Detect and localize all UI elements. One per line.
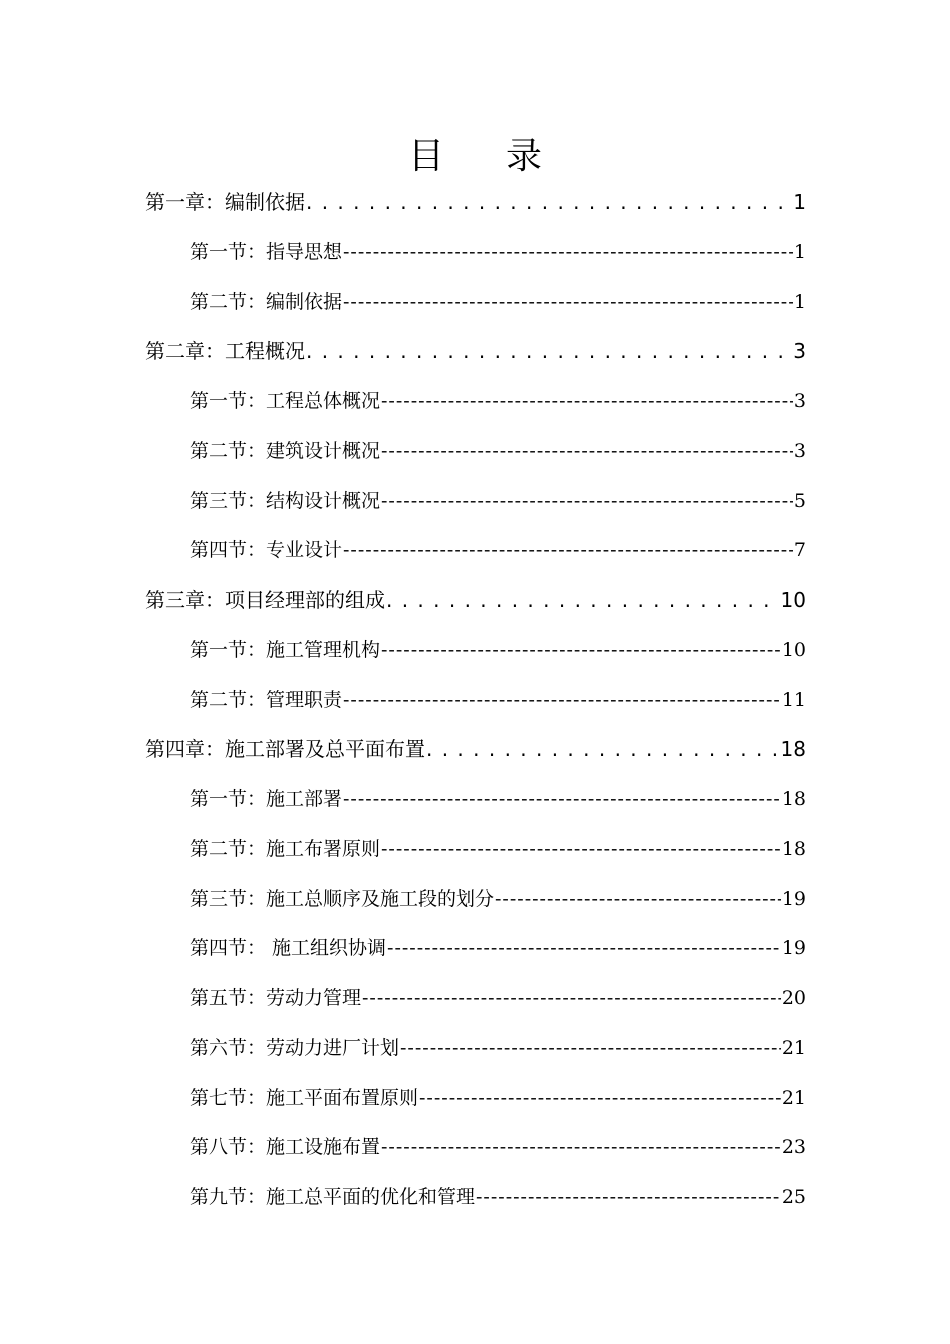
toc-chapter-entry[interactable] [145,585,806,615]
toc-page-number: 20 [781,987,806,1009]
toc-entry-label: 第二节：编制依据 [190,291,343,313]
toc-leader [343,237,793,267]
toc-page-number: 3 [793,339,806,363]
toc-page-number: 18 [780,737,806,761]
toc-leader [476,1182,781,1212]
toc-leader [381,1132,781,1162]
toc-leader [381,635,781,665]
toc-page-number: 1 [793,190,806,214]
toc-page-number: 19 [781,937,806,959]
toc-section-entry[interactable] [190,635,806,665]
toc-section-entry[interactable] [190,933,806,963]
toc-section-entry[interactable] [190,884,806,914]
toc-leader [387,933,781,963]
toc-entry-label: 第二节：管理职责 [190,689,343,711]
toc-leader [426,734,780,764]
title-char-2: 录 [506,136,543,177]
toc-entry-label: 第三节：施工总顺序及施工段的划分 [190,888,495,910]
toc-leader [381,386,793,416]
toc-entry-label: 第一节：施工管理机构 [190,639,381,661]
toc-entry-label: 第九节：施工总平面的优化和管理 [190,1186,476,1208]
toc-chapter-entry[interactable] [145,187,806,217]
toc-entry-label: 第四节： 施工组织协调 [190,937,387,959]
toc-section-entry[interactable] [190,287,806,317]
toc-page-number: 1 [793,291,806,313]
toc-entry-label: 第一章：编制依据 [145,190,305,214]
toc-page-number: 23 [781,1136,806,1158]
toc-page-number: 3 [793,440,806,462]
toc-leader [362,983,781,1013]
toc-section-entry[interactable] [190,983,806,1013]
toc-leader [419,1083,781,1113]
toc-leader [343,784,781,814]
toc-section-entry[interactable] [190,486,806,516]
toc-entry-label: 第七节：施工平面布置原则 [190,1087,419,1109]
toc-page-number: 21 [781,1037,806,1059]
toc-section-entry[interactable] [190,784,806,814]
toc-entry-label: 第一节：指导思想 [190,241,343,263]
toc-leader [495,884,781,914]
title-char-1: 目 [407,136,444,177]
toc-leader [381,834,781,864]
toc-entry-label: 第二节：建筑设计概况 [190,440,381,462]
toc-section-entry[interactable] [190,1033,806,1063]
toc-page-number: 18 [781,838,806,860]
toc-leader [386,585,780,615]
toc-section-entry[interactable] [190,386,806,416]
toc-section-entry[interactable] [190,535,806,565]
toc-page-number: 7 [793,539,806,561]
toc-section-entry[interactable] [190,1083,806,1113]
toc-section-entry[interactable] [190,685,806,715]
page-title [0,128,950,179]
toc-section-entry[interactable] [190,237,806,267]
toc-entry-label: 第一节：施工部署 [190,788,343,810]
toc-leader [343,535,793,565]
toc-page-number: 18 [781,788,806,810]
toc-page-number: 10 [780,588,806,612]
toc-page-number: 1 [793,241,806,263]
toc-page-number: 5 [793,490,806,512]
toc-entry-label: 第三章：项目经理部的组成 [145,588,385,612]
toc-entry-label: 第一节：工程总体概况 [190,390,381,412]
toc-page-number: 11 [781,689,806,711]
toc-page-number: 21 [781,1087,806,1109]
toc-entry-label: 第六节：劳动力进厂计划 [190,1037,400,1059]
toc-chapter-entry[interactable] [145,734,806,764]
toc-leader [306,187,792,217]
toc-page-number: 10 [781,639,806,661]
toc-entry-label: 第二节：施工布署原则 [190,838,381,860]
toc-entry-label: 第四节：专业设计 [190,539,343,561]
toc-entry-label: 第五节：劳动力管理 [190,987,362,1009]
toc-entry-label: 第八节：施工设施布置 [190,1136,381,1158]
toc-section-entry[interactable] [190,1132,806,1162]
toc-entry-label: 第四章：施工部署及总平面布置 [145,737,425,761]
toc-entry-label: 第二章：工程概况 [145,339,305,363]
toc-leader [343,287,793,317]
toc-page-number: 19 [781,888,806,910]
toc-entry-label: 第三节：结构设计概况 [190,490,381,512]
toc-leader [306,336,792,366]
toc-leader [400,1033,781,1063]
toc-leader [381,436,793,466]
toc-page-number: 25 [781,1186,806,1208]
toc-leader [343,685,781,715]
toc-section-entry[interactable] [190,834,806,864]
toc-section-entry[interactable] [190,436,806,466]
toc-leader [381,486,793,516]
toc-section-entry[interactable] [190,1182,806,1212]
toc-chapter-entry[interactable] [145,336,806,366]
toc-page-number: 3 [793,390,806,412]
